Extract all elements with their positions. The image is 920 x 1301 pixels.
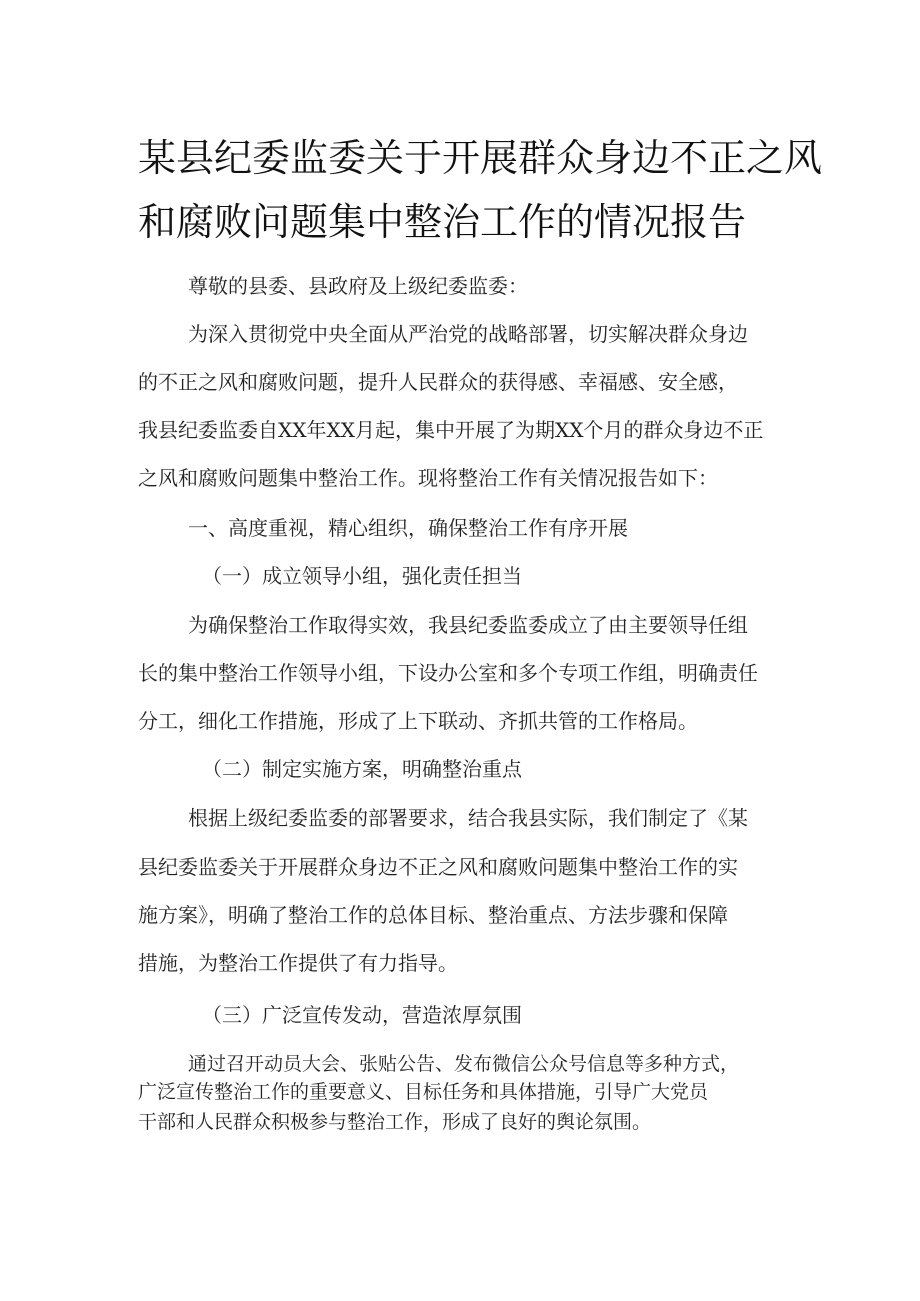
subsection-2-line-1: 根据上级纪委监委的部署要求，结合我县实际，我们制定了《某 [188, 806, 748, 830]
subsection-2-line-4: 措施，为整治工作提供了有力指导。 [138, 951, 458, 975]
subsection-3-line-2: 广泛宣传整治工作的重要意义、目标任务和具体措施，引导广大党员 [138, 1081, 709, 1103]
salutation: 尊敬的县委、县政府及上级纪委监委： [188, 274, 528, 298]
subsection-1-line-3: 分工，细化工作措施，形成了上下联动、齐抓共管的工作格局。 [138, 709, 698, 733]
intro-line-4: 之风和腐败问题集中整治工作。现将整治工作有关情况报告如下： [138, 466, 718, 490]
subsection-3-line-1: 通过召开动员大会、张贴公告、发布微信公众号信息等多种方式， [188, 1053, 740, 1075]
intro-line-1: 为深入贯彻党中央全面从严治党的战略部署，切实解决群众身边 [188, 322, 748, 346]
subsection-1-line-2: 长的集中整治工作领导小组，下设办公室和多个专项工作组，明确责任 [138, 661, 758, 685]
intro-line-3: 我县纪委监委自XX年XX月起，集中开展了为期XX个月的群众身边不正 [138, 418, 764, 442]
intro-line-2: 的不正之风和腐败问题，提升人民群众的获得感、幸福感、安全感， [138, 370, 738, 394]
subsection-2-line-3: 施方案》，明确了整治工作的总体目标、整治重点、方法步骤和保障 [138, 903, 728, 927]
subsection-1-line-1: 为确保整治工作取得实效，我县纪委监委成立了由主要领导任组 [188, 613, 748, 637]
title-line-1: 某县纪委监委关于开展群众身边不正之风 [138, 136, 823, 180]
title-line-2: 和腐败问题集中整治工作的情况报告 [138, 200, 747, 244]
subsection-1-heading: （一）成立领导小组，强化责任担当 [202, 564, 522, 588]
subsection-2-line-2: 县纪委监委关于开展群众身边不正之风和腐败问题集中整治工作的实 [138, 855, 738, 879]
section-1-heading: 一、高度重视，精心组织，确保整治工作有序开展 [188, 516, 628, 540]
subsection-2-heading: （二）制定实施方案，明确整治重点 [202, 757, 522, 781]
subsection-3-line-3: 干部和人民群众积极参与整治工作，形成了良好的舆论氛围。 [138, 1111, 652, 1133]
subsection-3-heading: （三）广泛宣传发动，营造浓厚氛围 [202, 1003, 522, 1027]
